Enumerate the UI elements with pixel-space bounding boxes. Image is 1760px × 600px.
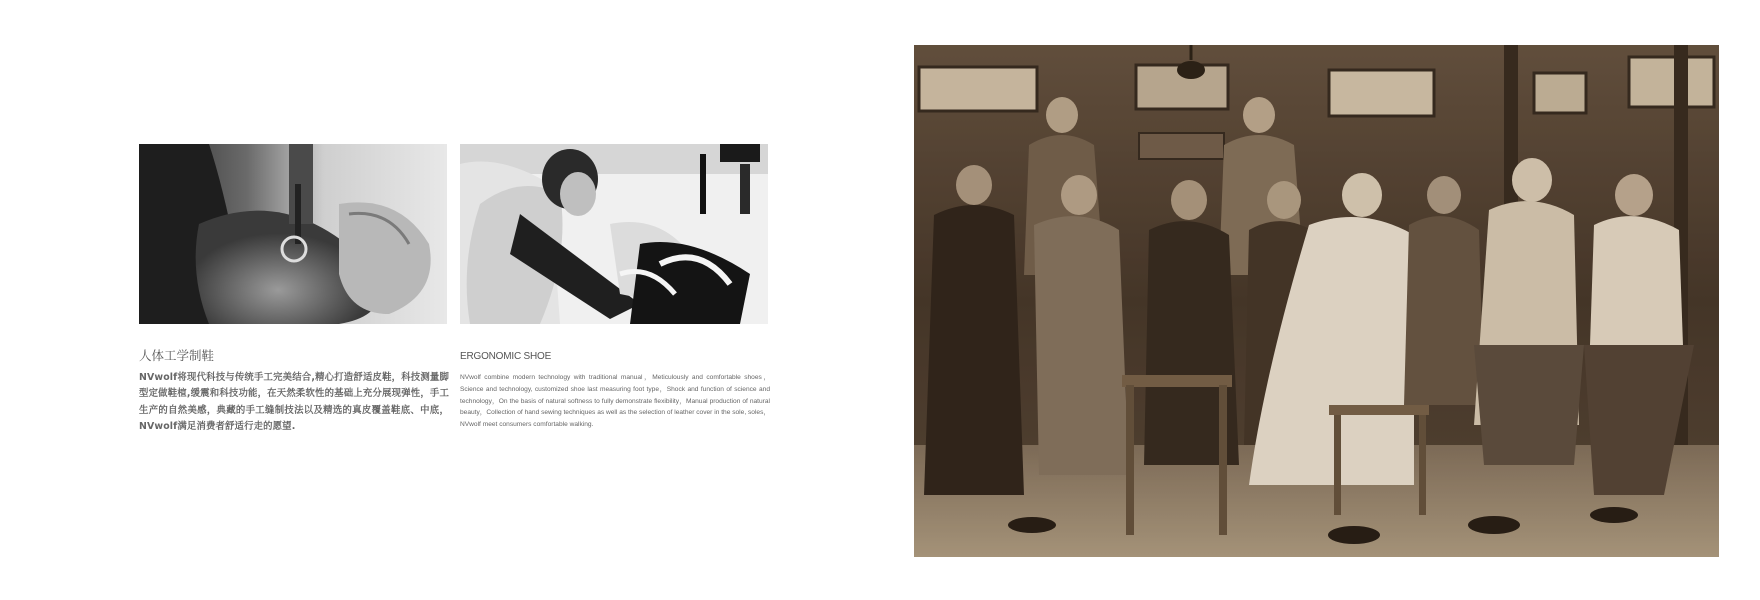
- cobbler-workshop-photo: [460, 144, 768, 324]
- chinese-heading: 人体工学制鞋: [139, 348, 215, 363]
- sewing-machine-photo: [139, 144, 447, 324]
- english-body: NVwolf combine modern technology with traditional manual，Meticulously and comfortable shoes，Science and technology, customized shoe last measuring foot type，Shock and function of science and technology，On the basis of natural softness to fully demonstrate flexibility，Manual production of natural beauty，Collection of hand sewing techniques as well as the selection of leather cover in the sole, soles，NVwolf meet consumers comfortable walking.: [460, 374, 770, 429]
- chinese-text-block: [139, 348, 449, 435]
- women-shoemakers-photo: [914, 45, 1719, 557]
- english-text-block: [460, 348, 770, 431]
- english-heading: ERGONOMIC SHOE: [460, 351, 552, 362]
- chinese-body: NVwolf将现代科技与传统手工完美结合,精心打造舒适皮鞋，科技测量脚型定做鞋楦,缓震和科技功能，在天然柔软性的基础上充分展现弹性，手工生产的自然美感，典藏的手工缝制技法以及精选的真皮覆盖鞋底、中底，NVwolf满足消费者舒适行走的愿望.: [139, 372, 449, 432]
